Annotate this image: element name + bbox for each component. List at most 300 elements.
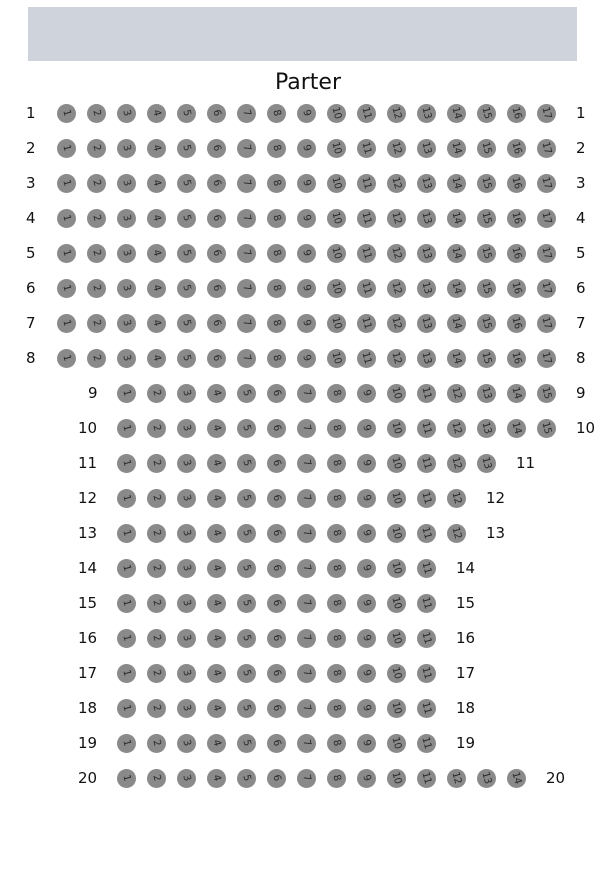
seat[interactable] [87,349,106,368]
seat[interactable] [477,454,496,473]
seat[interactable] [447,419,466,438]
seat[interactable] [147,104,166,123]
seat[interactable] [447,279,466,298]
seat[interactable] [417,349,436,368]
seat-number: 17 [539,315,554,330]
seat[interactable] [327,489,346,508]
seat[interactable] [507,174,526,193]
seat[interactable] [147,384,166,403]
seat[interactable] [387,104,406,123]
seat[interactable] [207,244,226,263]
seat[interactable] [477,349,496,368]
seat[interactable] [477,384,496,403]
seat[interactable] [117,139,136,158]
seat[interactable] [417,384,436,403]
seat[interactable] [207,104,226,123]
seat[interactable] [237,139,256,158]
seat[interactable] [417,279,436,298]
seat[interactable] [177,524,196,543]
seat[interactable] [177,244,196,263]
seat[interactable] [357,174,376,193]
row-label-right: 5 [576,244,586,262]
seat[interactable] [207,734,226,753]
seat[interactable] [327,209,346,228]
seat[interactable] [267,349,286,368]
seat[interactable] [267,524,286,543]
seat[interactable] [87,104,106,123]
seat[interactable] [207,454,226,473]
seat[interactable] [207,629,226,648]
seat-number: 4 [150,318,163,328]
seat[interactable] [237,384,256,403]
seat[interactable] [177,489,196,508]
seat[interactable] [357,629,376,648]
seat[interactable] [117,244,136,263]
seat[interactable] [327,454,346,473]
seat[interactable] [447,384,466,403]
seat[interactable] [297,559,316,578]
seat[interactable] [237,594,256,613]
seat[interactable] [117,664,136,683]
seat[interactable] [507,384,526,403]
seat[interactable] [387,489,406,508]
seat[interactable] [207,384,226,403]
seat[interactable] [417,734,436,753]
seat[interactable] [357,279,376,298]
seat[interactable] [327,734,346,753]
seat[interactable] [357,139,376,158]
seat[interactable] [207,139,226,158]
seat[interactable] [57,209,76,228]
seat[interactable] [147,209,166,228]
seat[interactable] [387,209,406,228]
seat[interactable] [207,524,226,543]
seat[interactable] [387,629,406,648]
seat[interactable] [297,734,316,753]
seat[interactable] [267,419,286,438]
seat[interactable] [267,384,286,403]
seat[interactable] [477,419,496,438]
seat[interactable] [507,314,526,333]
seat[interactable] [387,769,406,788]
seat[interactable] [447,104,466,123]
seat[interactable] [387,174,406,193]
seat[interactable] [357,384,376,403]
seat[interactable] [417,769,436,788]
seat[interactable] [147,314,166,333]
seat[interactable] [57,349,76,368]
seat[interactable] [267,699,286,718]
seat[interactable] [87,209,106,228]
seat[interactable] [417,174,436,193]
seat-number: 9 [300,283,313,293]
seat[interactable] [147,594,166,613]
seat[interactable] [177,664,196,683]
seat[interactable] [417,209,436,228]
seat[interactable] [297,489,316,508]
seat-number: 4 [150,108,163,118]
seat[interactable] [87,279,106,298]
seat-number: 6 [270,773,283,783]
seat[interactable] [297,174,316,193]
seat[interactable] [417,629,436,648]
seat[interactable] [297,384,316,403]
seat[interactable] [297,594,316,613]
seat[interactable] [357,559,376,578]
seat[interactable] [477,279,496,298]
seat[interactable] [327,384,346,403]
seat[interactable] [207,174,226,193]
seat[interactable] [327,174,346,193]
seat[interactable] [537,104,556,123]
seat[interactable] [357,489,376,508]
seat[interactable] [357,349,376,368]
seat[interactable] [147,419,166,438]
seat[interactable] [477,314,496,333]
seat[interactable] [537,209,556,228]
seat[interactable] [177,594,196,613]
seat-number: 11 [419,385,434,400]
seat[interactable] [267,244,286,263]
seat[interactable] [417,419,436,438]
seat[interactable] [57,279,76,298]
seat[interactable] [237,104,256,123]
seat[interactable] [237,244,256,263]
seat[interactable] [297,139,316,158]
seat[interactable] [447,489,466,508]
seat[interactable] [327,419,346,438]
seat[interactable] [207,314,226,333]
seat[interactable] [327,629,346,648]
seat[interactable] [417,699,436,718]
seat[interactable] [447,349,466,368]
seat[interactable] [237,699,256,718]
seat[interactable] [507,104,526,123]
seat[interactable] [357,734,376,753]
seat[interactable] [57,104,76,123]
seat[interactable] [537,139,556,158]
seat[interactable] [207,489,226,508]
seat[interactable] [177,699,196,718]
seat[interactable] [477,174,496,193]
seat[interactable] [87,244,106,263]
seat[interactable] [237,629,256,648]
seat[interactable] [297,279,316,298]
seat[interactable] [57,139,76,158]
seat[interactable] [387,139,406,158]
seat[interactable] [327,244,346,263]
seat[interactable] [117,559,136,578]
seat[interactable] [417,244,436,263]
seat[interactable] [447,139,466,158]
seat[interactable] [237,314,256,333]
seat[interactable] [147,454,166,473]
seat[interactable] [177,174,196,193]
seat[interactable] [477,104,496,123]
seat-number: 7 [300,528,313,538]
seat[interactable] [87,174,106,193]
seat[interactable] [417,104,436,123]
seat[interactable] [177,349,196,368]
seat[interactable] [327,279,346,298]
seat[interactable] [207,594,226,613]
seat[interactable] [117,489,136,508]
seat[interactable] [537,279,556,298]
seat[interactable] [297,349,316,368]
seat[interactable] [267,734,286,753]
seat[interactable] [177,209,196,228]
seat[interactable] [387,524,406,543]
seat[interactable] [237,664,256,683]
seat[interactable] [297,629,316,648]
seat[interactable] [357,454,376,473]
seat[interactable] [207,769,226,788]
seat[interactable] [297,699,316,718]
seat[interactable] [537,174,556,193]
seat[interactable] [177,769,196,788]
seat[interactable] [537,314,556,333]
seat[interactable] [177,734,196,753]
seat[interactable] [387,279,406,298]
seat[interactable] [327,349,346,368]
seat[interactable] [267,139,286,158]
seat[interactable] [267,279,286,298]
seat[interactable] [267,489,286,508]
seat[interactable] [267,629,286,648]
seat[interactable] [117,419,136,438]
seat[interactable] [357,664,376,683]
seat[interactable] [447,209,466,228]
seat[interactable] [177,104,196,123]
seat[interactable] [357,104,376,123]
seat[interactable] [237,279,256,298]
seat[interactable] [147,629,166,648]
seat[interactable] [57,174,76,193]
seat-number: 10 [389,700,404,715]
seat[interactable] [507,139,526,158]
seat[interactable] [327,524,346,543]
seat[interactable] [477,209,496,228]
seat[interactable] [117,454,136,473]
seat[interactable] [117,699,136,718]
seat[interactable] [147,559,166,578]
seat[interactable] [207,664,226,683]
seat[interactable] [237,419,256,438]
seat[interactable] [267,454,286,473]
row-label-left: 11 [78,454,98,472]
seat[interactable] [447,174,466,193]
seat[interactable] [237,209,256,228]
seat[interactable] [327,664,346,683]
seat[interactable] [387,384,406,403]
seat[interactable] [387,244,406,263]
seat[interactable] [147,244,166,263]
seat[interactable] [177,629,196,648]
seat[interactable] [357,244,376,263]
seat[interactable] [417,559,436,578]
seat[interactable] [237,559,256,578]
seat[interactable] [357,314,376,333]
seat[interactable] [207,349,226,368]
seat[interactable] [327,559,346,578]
seat[interactable] [237,349,256,368]
seat-number: 5 [180,108,193,118]
seat[interactable] [207,419,226,438]
seat[interactable] [147,524,166,543]
seat[interactable] [447,454,466,473]
seat[interactable] [237,454,256,473]
seat[interactable] [207,699,226,718]
seat[interactable] [417,454,436,473]
seat[interactable] [447,769,466,788]
seat[interactable] [387,699,406,718]
seat[interactable] [237,524,256,543]
seat[interactable] [297,524,316,543]
seat[interactable] [297,209,316,228]
seat[interactable] [357,209,376,228]
seat[interactable] [387,349,406,368]
seat[interactable] [267,559,286,578]
seat[interactable] [267,769,286,788]
seat[interactable] [147,699,166,718]
seat[interactable] [237,769,256,788]
seat[interactable] [297,454,316,473]
seat[interactable] [387,734,406,753]
seat-number: 6 [270,738,283,748]
seat[interactable] [147,664,166,683]
seat[interactable] [207,559,226,578]
seat[interactable] [117,384,136,403]
seat[interactable] [297,244,316,263]
seat-number: 14 [449,280,464,295]
seat[interactable] [417,594,436,613]
seat[interactable] [57,314,76,333]
seat[interactable] [147,349,166,368]
seat[interactable] [267,314,286,333]
seat[interactable] [267,594,286,613]
seat[interactable] [537,419,556,438]
seat[interactable] [357,524,376,543]
seat[interactable] [297,314,316,333]
seat[interactable] [507,209,526,228]
seat[interactable] [447,524,466,543]
seat[interactable] [267,104,286,123]
seat[interactable] [117,769,136,788]
seat-number: 15 [479,175,494,190]
seat[interactable] [357,699,376,718]
seat[interactable] [327,594,346,613]
seat[interactable] [417,489,436,508]
seat[interactable] [297,664,316,683]
seat[interactable] [327,769,346,788]
seat[interactable] [327,314,346,333]
seat[interactable] [237,174,256,193]
seat[interactable] [387,419,406,438]
seat[interactable] [237,489,256,508]
seat[interactable] [147,279,166,298]
seat[interactable] [387,454,406,473]
seat[interactable] [237,734,256,753]
seat[interactable] [507,769,526,788]
seat[interactable] [117,209,136,228]
seat[interactable] [477,244,496,263]
seat[interactable] [477,139,496,158]
seat[interactable] [327,104,346,123]
seat[interactable] [387,594,406,613]
seat[interactable] [147,139,166,158]
seat[interactable] [177,139,196,158]
seat[interactable] [147,489,166,508]
seat[interactable] [267,664,286,683]
seat[interactable] [117,349,136,368]
seat[interactable] [417,524,436,543]
seat[interactable] [57,244,76,263]
seat[interactable] [117,279,136,298]
seat-number: 3 [120,108,133,118]
seat[interactable] [267,174,286,193]
seat[interactable] [447,244,466,263]
seat[interactable] [357,419,376,438]
seat[interactable] [147,769,166,788]
seat[interactable] [177,419,196,438]
seat-number: 5 [180,318,193,328]
seat[interactable] [147,734,166,753]
seat[interactable] [177,454,196,473]
seat[interactable] [87,139,106,158]
seat[interactable] [117,314,136,333]
seat[interactable] [117,104,136,123]
seat[interactable] [297,104,316,123]
seat[interactable] [117,629,136,648]
seat[interactable] [387,664,406,683]
seat[interactable] [117,524,136,543]
seat[interactable] [267,209,286,228]
seat[interactable] [117,734,136,753]
seat[interactable] [177,559,196,578]
seat[interactable] [417,139,436,158]
seat[interactable] [177,384,196,403]
seat[interactable] [507,419,526,438]
seat[interactable] [357,769,376,788]
seat[interactable] [177,279,196,298]
seat[interactable] [477,769,496,788]
seat[interactable] [177,314,196,333]
seat[interactable] [447,314,466,333]
seat[interactable] [387,559,406,578]
seat[interactable] [507,244,526,263]
seat[interactable] [537,384,556,403]
seat[interactable] [387,314,406,333]
seat-number: 12 [389,140,404,155]
seat[interactable] [297,769,316,788]
seat[interactable] [147,174,166,193]
seat[interactable] [417,314,436,333]
seat[interactable] [87,314,106,333]
seat[interactable] [207,209,226,228]
seat[interactable] [297,419,316,438]
seat[interactable] [417,664,436,683]
seat[interactable] [537,244,556,263]
seat[interactable] [357,594,376,613]
seat[interactable] [507,349,526,368]
seat[interactable] [207,279,226,298]
seat[interactable] [537,349,556,368]
seat[interactable] [507,279,526,298]
seat[interactable] [117,594,136,613]
seat[interactable] [327,699,346,718]
seat[interactable] [327,139,346,158]
seat[interactable] [117,174,136,193]
